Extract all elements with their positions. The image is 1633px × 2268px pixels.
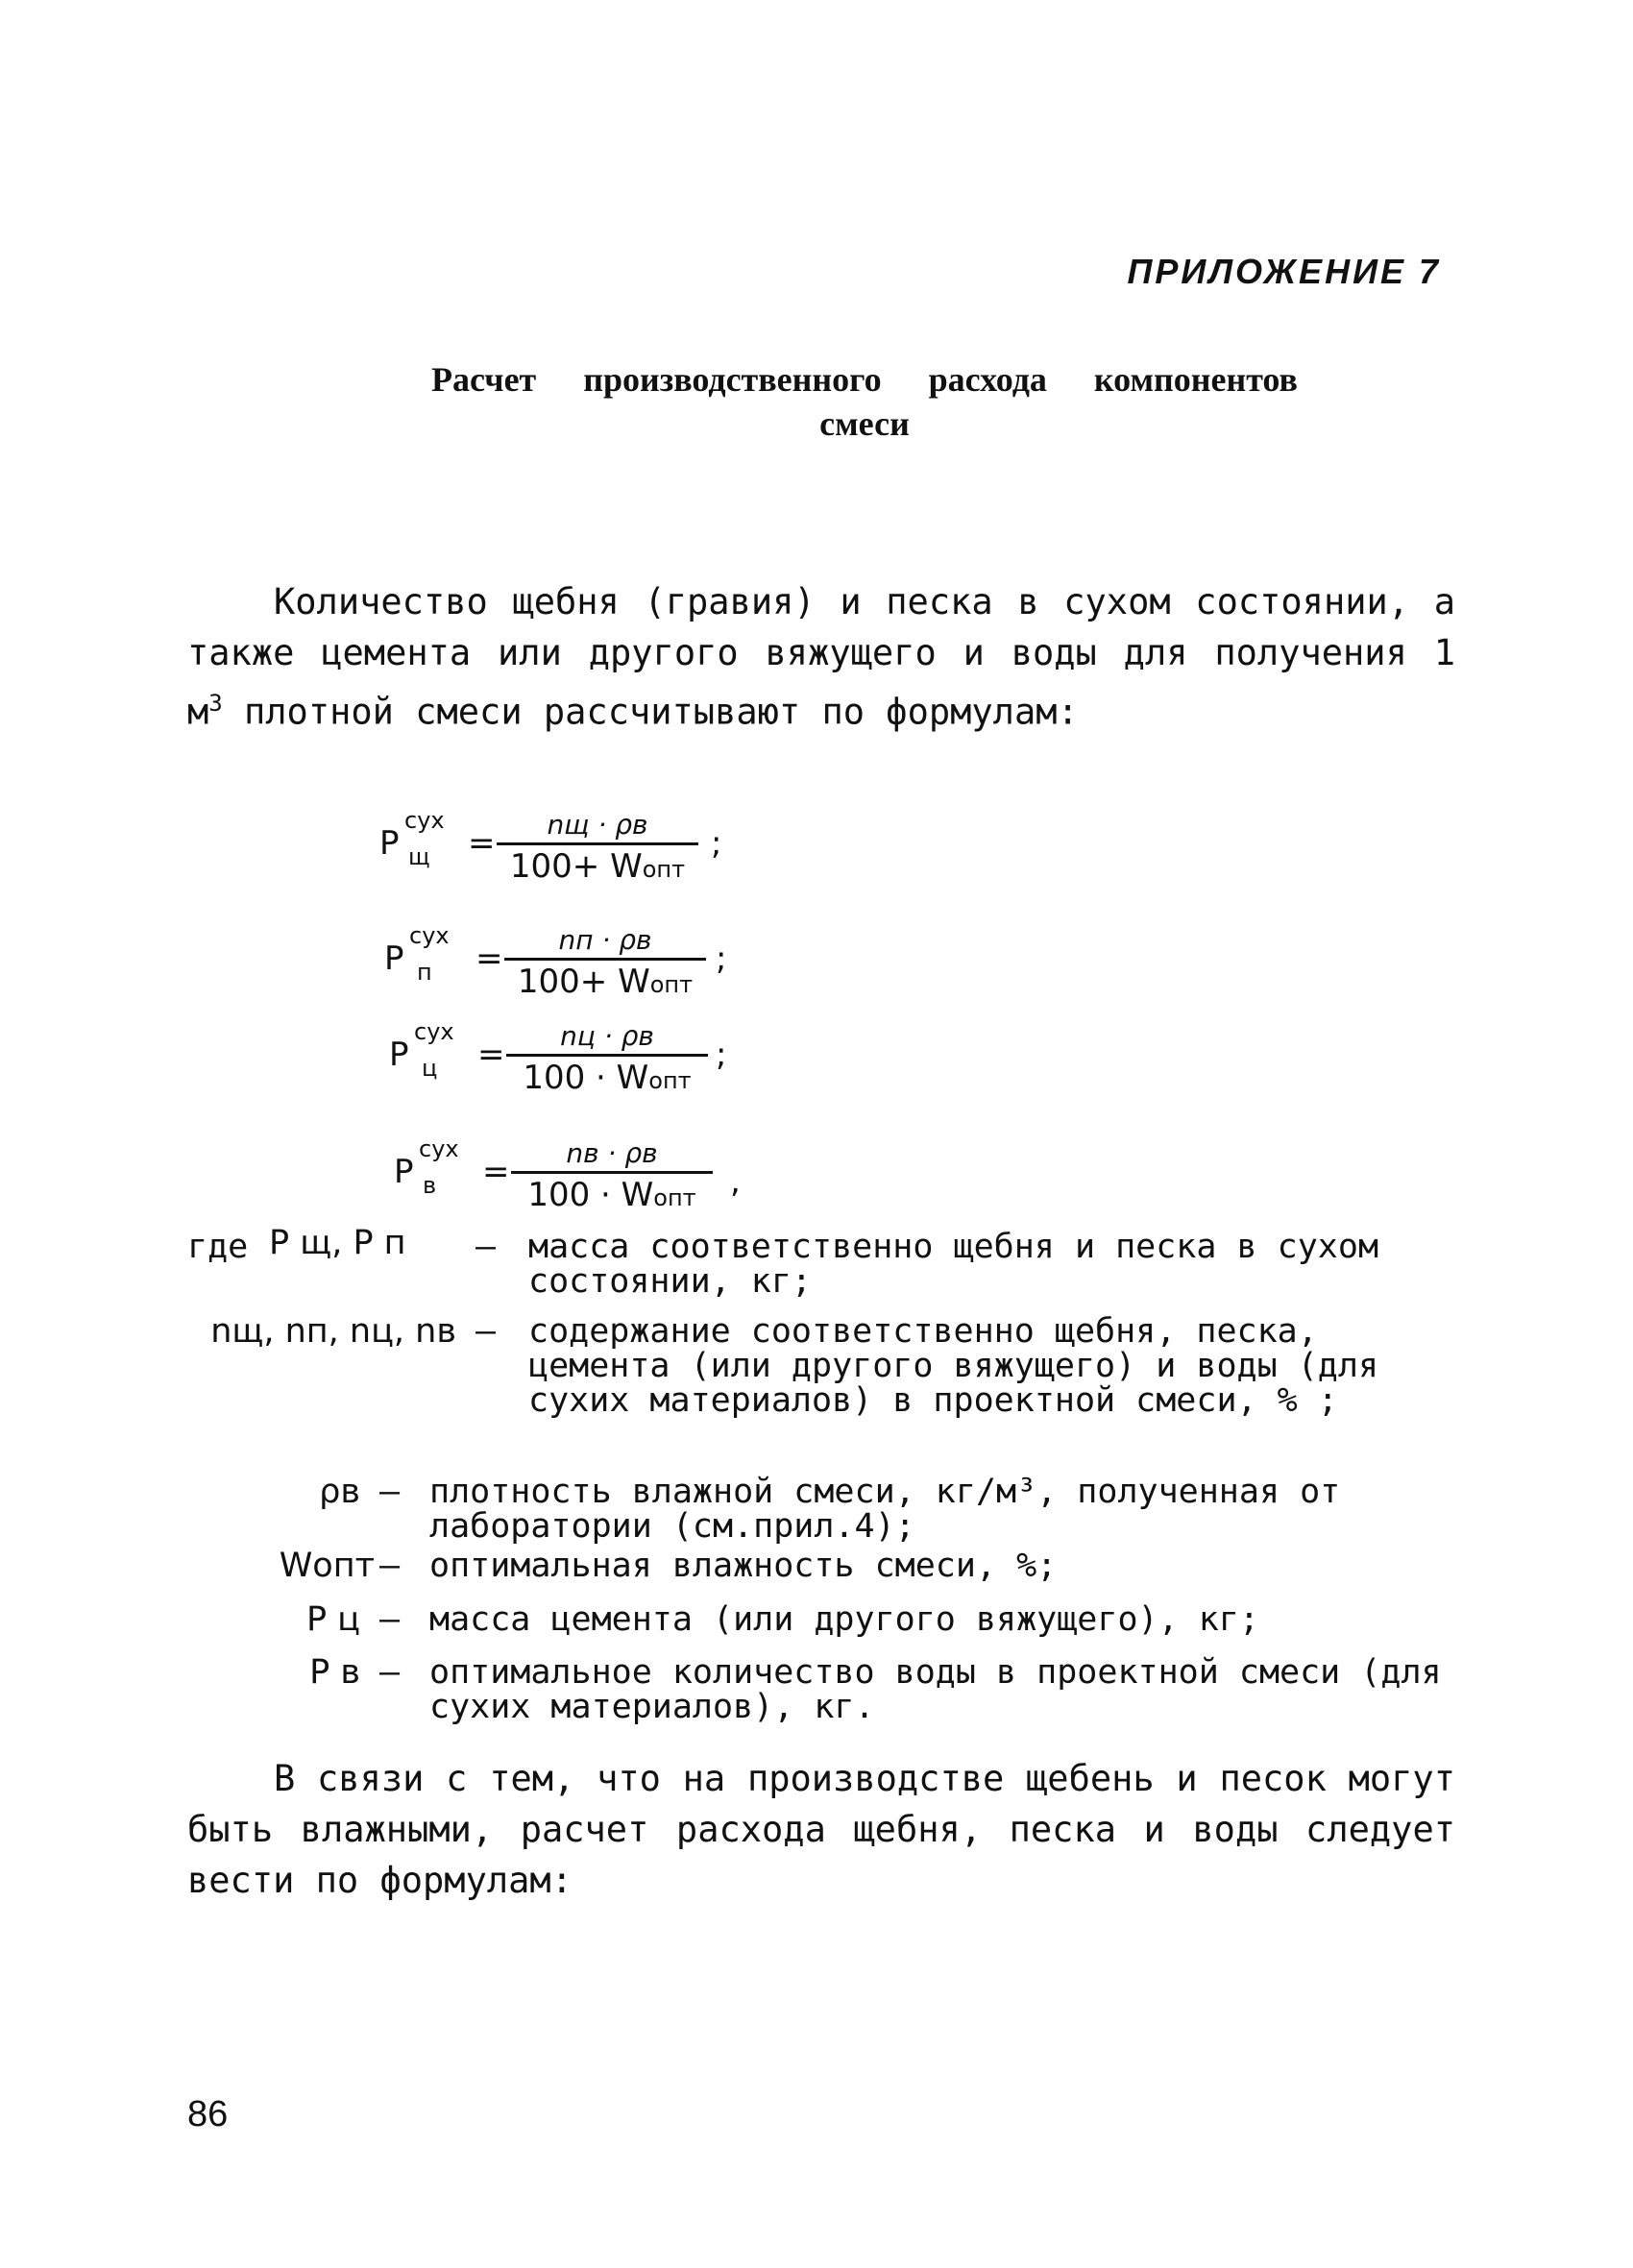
formula-sup: сух — [414, 1018, 454, 1045]
denominator: 100+ Wопт — [517, 963, 694, 1001]
equals-sign: = — [482, 1153, 510, 1191]
definition-text: оптимальная влажность смеси, %; — [429, 1547, 1058, 1585]
formula-sub: щ — [408, 843, 430, 870]
punctuation: ; — [716, 1036, 727, 1074]
intro-superscript: 3 — [208, 690, 223, 717]
definition-2 — [187, 1314, 1455, 1458]
fraction — [511, 1137, 713, 1214]
definition-term: Wопт — [279, 1547, 375, 1585]
section-title — [288, 357, 1441, 446]
formula-lhs: Р — [389, 1036, 409, 1074]
definition-term: ρв — [319, 1473, 360, 1511]
definition-text: масса цемента (или другого вяжущего), кг; — [429, 1600, 1259, 1639]
formula-lhs: Р — [394, 1153, 414, 1191]
fraction — [506, 1020, 708, 1097]
formula-1 — [379, 807, 764, 901]
title-line-2: смеси — [819, 404, 910, 443]
title-line-1: Расчет производственного расхода компонентов — [431, 360, 1298, 399]
definition-text: масса соответственно щебня и песка в сухом состоянии, кг; — [528, 1228, 1379, 1301]
intro-paragraph — [187, 576, 1455, 737]
numerator: nщ · ρв — [497, 809, 698, 845]
page-number: 86 — [187, 2094, 229, 2134]
intro-tail: плотной смеси рассчитывают по формулам: — [222, 691, 1079, 733]
denominator: 100 · Wопт — [527, 1176, 696, 1214]
formula-sub: ц — [422, 1055, 438, 1082]
closing-paragraph — [187, 1753, 1455, 1906]
definition-3 — [187, 1475, 1455, 1551]
definition-6 — [187, 1655, 1455, 1732]
numerator: nп · ρв — [504, 924, 706, 961]
equals-sign: = — [468, 824, 496, 863]
punctuation: , — [730, 1162, 741, 1201]
definition-dash: – — [475, 1312, 497, 1351]
closing-text: В связи с тем, что на производстве щебень и песок могут быть влажными, расчет расхода щебня, песка и воды следует вести по формулам: — [187, 1758, 1455, 1901]
formula-lhs: Р — [379, 824, 400, 863]
denominator: 100+ Wопт — [509, 847, 686, 886]
punctuation: ; — [711, 824, 722, 863]
equals-sign: = — [475, 939, 503, 978]
definition-text: содержание соответственно щебня, песка, цемента (или другого вяжущего) и воды (для сухих материалов) в проектной смеси, % ; — [528, 1312, 1379, 1420]
definition-5 — [187, 1602, 1455, 1646]
definition-4 — [187, 1549, 1455, 1592]
fraction — [504, 924, 706, 1001]
formula-4 — [394, 1135, 778, 1230]
definition-dash: – — [379, 1653, 401, 1692]
definition-dash: – — [475, 1228, 497, 1266]
definition-dash: – — [379, 1473, 401, 1511]
numerator: nв · ρв — [511, 1137, 713, 1174]
where-word: где — [187, 1228, 249, 1266]
numerator: nц · ρв — [506, 1020, 708, 1057]
denominator: 100 · Wопт — [523, 1059, 692, 1097]
definition-dash: – — [379, 1600, 401, 1639]
definition-text: плотность влажной смеси, кг/м³, полученная от лаборатории (см.прил.4); — [429, 1473, 1341, 1546]
punctuation: ; — [716, 939, 727, 978]
definition-term: Р в — [309, 1653, 360, 1692]
fraction — [497, 809, 698, 886]
definition-dash: – — [379, 1547, 401, 1585]
formula-sub: п — [417, 959, 432, 986]
definition-term: Р щ, Р п — [269, 1224, 406, 1262]
formula-sup: сух — [419, 1135, 459, 1162]
definition-term: Р ц — [305, 1600, 360, 1639]
formula-sup: сух — [404, 807, 445, 834]
equals-sign: = — [477, 1036, 505, 1074]
formula-lhs: Р — [384, 939, 404, 978]
appendix-label: ПРИЛОЖЕНИЕ 7 — [1127, 252, 1441, 291]
intro-text: Количество щебня (гравия) и песка в сухом состоянии, а также цемента или другого вяжущего и воды для получения 1 м — [187, 581, 1455, 733]
definition-text: оптимальное количество воды в проектной смеси (для сухих материалов), кг. — [429, 1653, 1442, 1726]
formula-3 — [389, 1018, 773, 1112]
formula-sup: сух — [409, 922, 450, 949]
formula-sub: в — [423, 1172, 437, 1199]
formula-2 — [384, 922, 768, 1016]
definition-1 — [187, 1224, 1455, 1306]
definition-term: nщ, nп, nц, nв — [210, 1312, 456, 1351]
